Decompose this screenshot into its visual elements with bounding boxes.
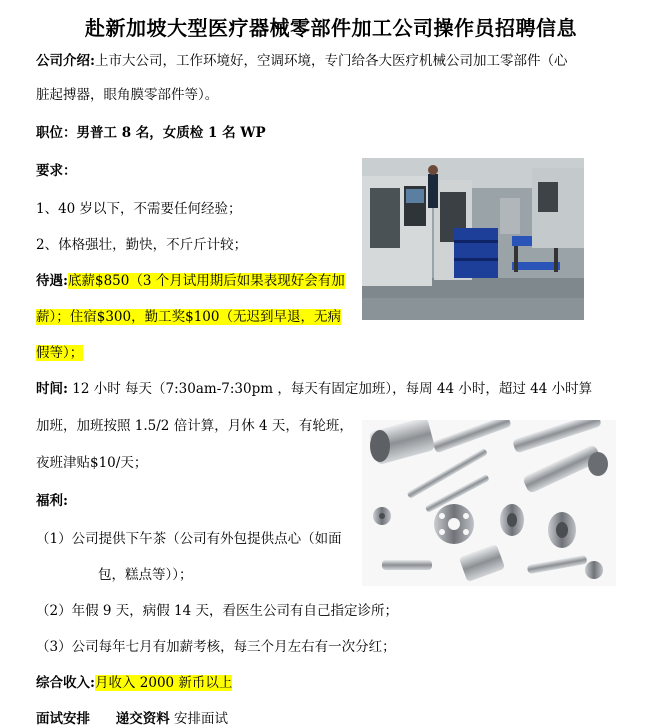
requirements-label: 要求： [36, 163, 77, 179]
intro-line-1 [36, 52, 567, 70]
pay-text-2: 薪）；住宿$300，勤工奖$100（无迟到早退，无病 [36, 309, 341, 325]
pay-text-1: 底薪$850（3 个月试用期后如果表现好会有加 [67, 273, 345, 289]
factory-photo [362, 158, 584, 320]
parts-photo [362, 420, 616, 586]
income-label: 综合收入: [36, 675, 95, 691]
income-value: 月收入 2000 新币以上 [94, 675, 233, 691]
requirement-1: 1、40 岁以下，不需要任何经验； [36, 201, 242, 217]
requirement-2: 2、体格强壮，勤快，不斤斤计较； [36, 237, 248, 253]
page-title: 赴新加坡大型医疗器械零部件加工公司操作员招聘信息 [85, 16, 577, 40]
interview-label: 面试安排 [36, 711, 90, 727]
income-line [36, 674, 232, 692]
benefit-1a: （1）公司提供下午茶（公司有外包提供点心（如面 [36, 531, 342, 547]
position-line: 职位：男普工 8 名，女质检 1 名 WP [36, 125, 266, 141]
intro-text-2: 脏起搏器，眼角膜零部件等）。 [36, 87, 219, 103]
interview-bold: 递交资料 [115, 711, 170, 727]
pay-label: 待遇: [36, 273, 68, 289]
pay-line-3 [36, 344, 83, 362]
intro-label: 公司介绍: [36, 53, 95, 69]
time-text-3: 夜班津贴$10/天； [36, 455, 148, 471]
pay-text-3: 假等）； [36, 345, 84, 361]
time-text-2: 加班，加班按照 1.5/2 倍计算，月休 4 天，有轮班， [36, 418, 353, 434]
time-text-1: 12 小时 每天（7:30am-7:30pm ，每天有固定加班），每周 44 小时，超过 44 小时算 [67, 381, 593, 397]
time-line-1 [36, 380, 592, 398]
intro-text-1: 上市大公司，工作环境好，空调环境，专门给各大医疗机械公司加工零部件（心 [94, 53, 568, 69]
pay-line-2 [36, 308, 341, 326]
interview-line [36, 710, 228, 728]
benefit-label: 福利: [36, 493, 68, 509]
benefit-1b: 包，糕点等））； [98, 567, 193, 583]
benefit-3: （3）公司每年七月有加薪考核，每三个月左右有一次分红； [36, 639, 396, 655]
pay-line-1 [36, 272, 345, 290]
interview-text: 安排面试 [169, 711, 229, 727]
benefit-2: （2）年假 9 天，病假 14 天，看医生公司有自己指定诊所； [36, 603, 399, 619]
time-label: 时间: [36, 381, 68, 397]
